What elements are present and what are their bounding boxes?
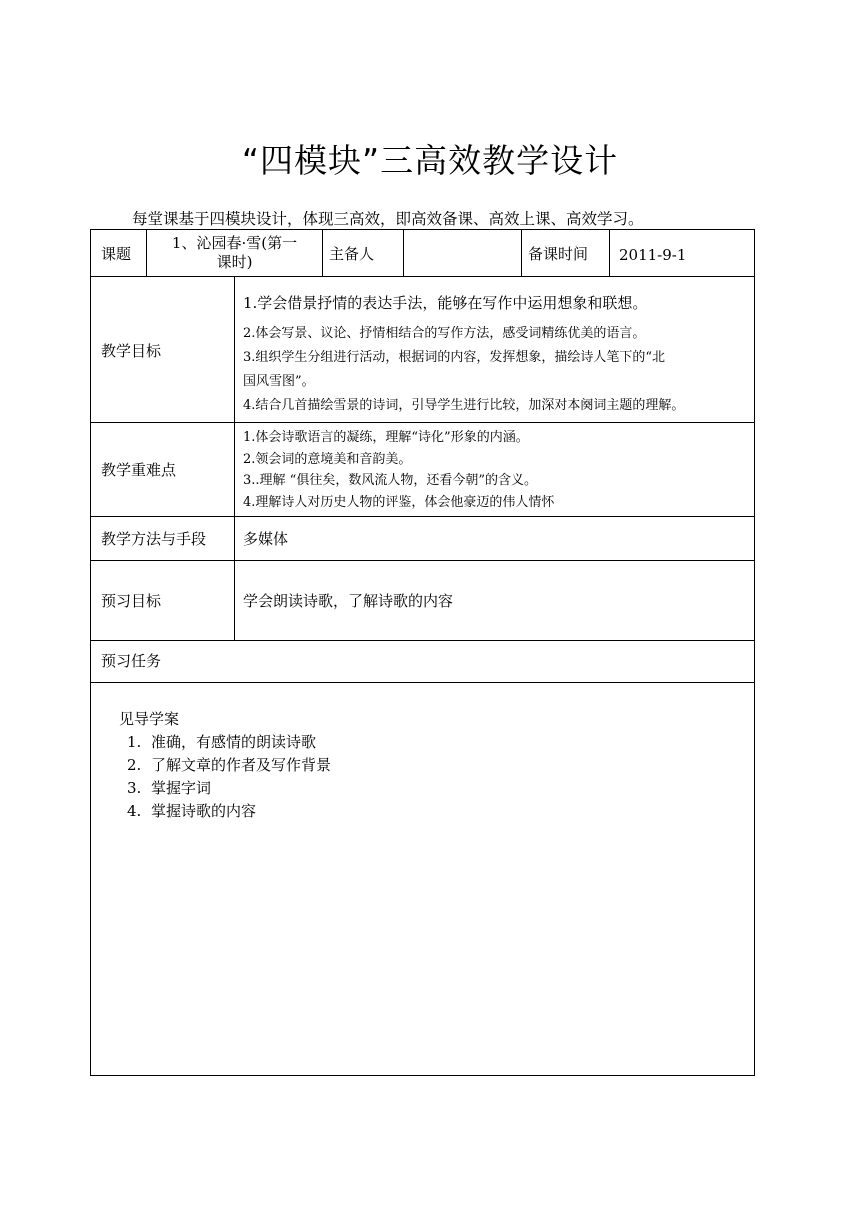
key-point-item: 1.体会诗歌语言的凝练，理解“诗化”形象的内涵。: [243, 430, 529, 445]
row-divider: [91, 640, 754, 641]
page-title: “四模块”三高效教学设计: [241, 141, 619, 180]
goal-item: 1.学会借景抒情的表达手法，能够在写作中运用想象和联想。: [243, 294, 648, 312]
lesson-plan-table: [90, 229, 755, 1076]
preview-task-content: [119, 708, 332, 823]
row-divider: [91, 276, 754, 277]
date-label: 备课时间: [528, 245, 589, 263]
row-divider: [91, 516, 754, 517]
col-divider: [521, 230, 522, 276]
preview-task-label: 预习任务: [101, 652, 162, 670]
preview-task-intro: 见导学案: [119, 710, 180, 728]
lesson-topic: [147, 234, 322, 272]
methods-value: 多媒体: [243, 530, 289, 548]
preview-task-item: [127, 754, 331, 777]
col-divider: [322, 230, 323, 276]
topic-label: 课题: [101, 245, 132, 263]
goal-line: 国风雪图”。: [243, 374, 315, 389]
item-text: 掌握字词: [151, 779, 212, 797]
col-divider: [403, 230, 404, 276]
preview-task-item: [127, 777, 331, 800]
goal-line: 3.组织学生分组进行活动，根据词的内容，发挥想象，描绘诗人笔下的“北: [243, 350, 666, 365]
key-point-item: 4.理解诗人对历史人物的评鉴，体会他豪迈的伟人情怀: [243, 494, 555, 510]
date-value: 2011-9-1: [619, 246, 687, 264]
col-divider: [234, 276, 235, 640]
row-divider: [91, 682, 754, 683]
goals-label: 教学目标: [101, 342, 162, 360]
page-subtitle: 每堂课基于四模块设计，体现三高效，即高效备课、高效上课、高效学习。: [132, 210, 644, 228]
preview-task-item: [127, 800, 331, 823]
item-number: 3.: [127, 779, 142, 797]
methods-label: 教学方法与手段: [101, 530, 207, 548]
goal-item: [243, 322, 684, 418]
item-number: 2.: [127, 756, 142, 774]
key-points-label: 教学重难点: [101, 461, 177, 479]
preview-task-item: [127, 731, 331, 754]
item-text: 了解文章的作者及写作背景: [151, 756, 332, 774]
goal-line: 4.结合几首描绘雪景的诗词，引导学生进行比较，加深对本阕词主题的理解。: [243, 398, 685, 413]
item-text: 准确，有感情的朗读诗歌: [151, 733, 317, 751]
key-point-item: 3..理解 “俱往矣，数风流人物，还看今朝”的含义。: [243, 473, 537, 488]
row-divider: [91, 560, 754, 561]
key-point-item: 2.领会词的意境美和音韵美。: [243, 451, 412, 467]
preview-goal-value: 学会朗读诗歌，了解诗歌的内容: [243, 592, 454, 610]
preparer-label: 主备人: [329, 245, 375, 263]
preview-goal-label: 预习目标: [101, 592, 162, 610]
row-divider: [91, 422, 754, 423]
lesson-topic-line: 1、沁园春·雪(第一: [171, 234, 298, 252]
item-text: 掌握诗歌的内容: [151, 802, 257, 820]
goal-line: 2.体会写景、议论、抒情相结合的写作方法，感受词精练优美的语言。: [243, 326, 646, 341]
item-number: 4.: [127, 802, 142, 820]
key-points-list: [243, 427, 554, 513]
lesson-topic-line: 课时): [216, 253, 253, 271]
col-divider: [609, 230, 610, 276]
item-number: 1.: [127, 733, 142, 751]
